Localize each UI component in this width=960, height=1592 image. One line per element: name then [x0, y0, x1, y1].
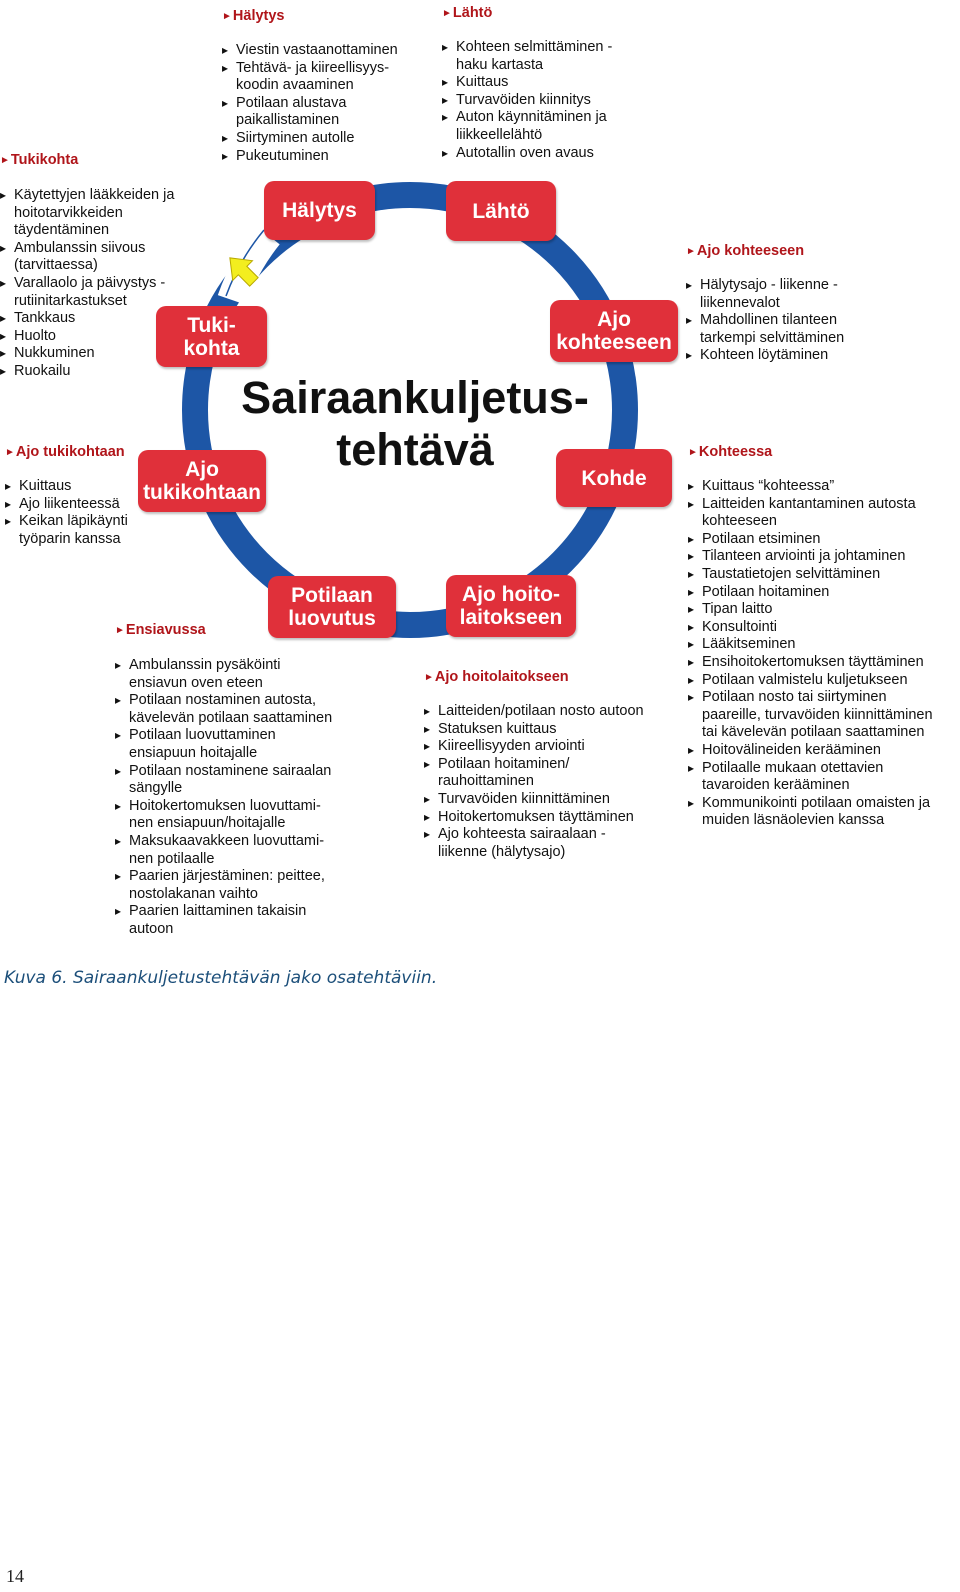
list-item: ▸ Auton käynnitäminen ja liikkeellelähtö	[442, 109, 672, 144]
list-item: ▸ Potilaan hoitaminen	[688, 584, 954, 602]
list-item: ▸ Ajo kohteesta sairaalaan - liikenne (hälytysajo)	[424, 826, 674, 861]
arrow-icon: ►	[688, 447, 698, 458]
list-item: ▸ Turvavöiden kiinnitys	[442, 92, 672, 110]
list-item: ▸ Kiireellisyyden arviointi	[424, 738, 674, 756]
arrow-icon: ►	[222, 11, 232, 22]
list-item: ▸ Statuksen kuittaus	[424, 721, 674, 739]
section-tukikohta	[0, 151, 200, 381]
list-item: ▸ Siirtyminen autolle	[222, 130, 442, 148]
list-item: ▸ Varallaolo ja päivystys - rutiinitarkastukset	[0, 275, 200, 310]
list-item: ▸ Potilaan nosto tai siirtyminen paareille, turvavöiden kiinnittäminen tai kävelevän potilaan saattaminen	[688, 689, 954, 742]
list-item: ▸ Kohteen löytäminen	[686, 347, 946, 365]
list-item: ▸ Keikan läpikäynti työparin kanssa	[5, 513, 145, 548]
arrow-icon: ►	[424, 672, 434, 683]
item-list	[115, 657, 365, 939]
list-item: ▸ Kommunikointi potilaan omaisten ja muiden läsnäolevien kanssa	[688, 795, 954, 830]
list-item: ▸ Kuittaus	[442, 74, 672, 92]
phase-label: Tuki- kohta	[183, 313, 240, 360]
phase-ajo-hoitolaitokseen	[446, 575, 576, 637]
section-lahto	[442, 4, 672, 162]
list-item: ▸ Pukeutuminen	[222, 148, 442, 166]
phase-lahto	[446, 181, 556, 241]
phase-label: Hälytys	[282, 199, 357, 222]
list-item: ▸ Potilaalle mukaan otettavien tavaroiden kerääminen	[688, 760, 954, 795]
phase-halytys	[264, 181, 375, 240]
section-title: ►Hälytys	[222, 8, 285, 24]
section-title: ►Ajo tukikohtaan	[5, 444, 125, 460]
item-list	[0, 187, 200, 381]
list-item: ▸ Hoitokertomuksen luovuttami- nen ensiapuun/hoitajalle	[115, 798, 365, 833]
list-item: ▸ Hälytysajo - liikenne - liikennevalot	[686, 277, 946, 312]
list-item: ▸ Laitteiden/potilaan nosto autoon	[424, 703, 674, 721]
section-ajo-kohteeseen	[686, 242, 946, 365]
arrow-icon: ►	[686, 246, 696, 257]
list-item: ▸ Ensihoitokertomuksen täyttäminen	[688, 654, 954, 672]
item-list	[688, 478, 954, 830]
list-item: ▸ Kuittaus “kohteessa”	[688, 478, 954, 496]
figure-caption: Kuva 6. Sairaankuljetustehtävän jako osatehtäviin.	[4, 968, 438, 988]
section-title: ►Kohteessa	[688, 444, 773, 460]
list-item: ▸ Turvavöiden kiinnittäminen	[424, 791, 674, 809]
center-title: Sairaankuljetus- tehtävä	[241, 372, 589, 475]
arrow-icon: ►	[5, 447, 15, 458]
page-number: 14	[6, 1566, 24, 1586]
section-ajo-tukikohtaan	[5, 443, 145, 548]
list-item: ▸ Ruokailu	[0, 363, 200, 381]
section-title: ►Ajo hoitolaitokseen	[424, 669, 569, 685]
list-item: ▸ Tankkaus	[0, 310, 200, 328]
section-title: ►Tukikohta	[0, 152, 79, 168]
section-ensiavussa	[115, 621, 365, 939]
list-item: ▸ Maksukaavakkeen luovuttami- nen potilaalle	[115, 833, 365, 868]
list-item: ▸ Potilaan etsiminen	[688, 531, 954, 549]
section-title: ►Lähtö	[442, 5, 493, 21]
list-item: ▸ Potilaan nostaminen autosta, kävelevän potilaan saattaminen	[115, 692, 365, 727]
list-item: ▸ Hoitovälineiden kerääminen	[688, 742, 954, 760]
list-item: ▸ Potilaan valmistelu kuljetukseen	[688, 672, 954, 690]
list-item: ▸ Ajo liikenteessä	[5, 496, 145, 514]
list-item: ▸ Potilaan alustava paikallistaminen	[222, 95, 442, 130]
list-item: ▸ Paarien järjestäminen: peittee, nostolakanan vaihto	[115, 868, 365, 903]
list-item: ▸ Ambulanssin pysäköinti ensiavun oven eteen	[115, 657, 365, 692]
list-item: ▸ Nukkuminen	[0, 345, 200, 363]
list-item: ▸ Laitteiden kantantaminen autosta kohteeseen	[688, 496, 954, 531]
section-halytys	[222, 7, 442, 165]
list-item: ▸ Tilanteen arviointi ja johtaminen	[688, 548, 954, 566]
phase-label: Ajo tukikohtaan	[143, 458, 261, 504]
item-list	[442, 39, 672, 162]
list-item: ▸ Käytettyjen lääkkeiden ja hoitotarvikkeiden täydentäminen	[0, 187, 200, 240]
list-item: ▸ Huolto	[0, 328, 200, 346]
phase-label: Ajo hoito- laitokseen	[459, 583, 563, 629]
list-item: ▸ Potilaan luovuttaminen ensiapuun hoitajalle	[115, 727, 365, 762]
list-item: ▸ Kuittaus	[5, 478, 145, 496]
list-item: ▸ Potilaan hoitaminen/ rauhoittaminen	[424, 756, 674, 791]
list-item: ▸ Tehtävä- ja kiireellisyys- koodin avaaminen	[222, 60, 442, 95]
phase-label: Lähtö	[472, 199, 530, 223]
phase-ajo-kohteeseen	[550, 300, 678, 362]
section-title: ►Ensiavussa	[115, 622, 206, 638]
phase-label: Ajo kohteeseen	[556, 308, 672, 354]
section-title: ►Ajo kohteeseen	[686, 243, 805, 259]
item-list	[222, 42, 442, 165]
list-item: ▸ Taustatietojen selvittäminen	[688, 566, 954, 584]
list-item: ▸ Ambulanssin siivous (tarvittaessa)	[0, 240, 200, 275]
list-item: ▸ Viestin vastaanottaminen	[222, 42, 442, 60]
list-item: ▸ Mahdollinen tilanteen tarkempi selvittäminen	[686, 312, 946, 347]
list-item: ▸ Hoitokertomuksen täyttäminen	[424, 809, 674, 827]
arrow-icon: ►	[0, 155, 10, 166]
list-item: ▸ Paarien laittaminen takaisin autoon	[115, 903, 365, 938]
list-item: ▸ Autotallin oven avaus	[442, 145, 672, 163]
list-item: ▸ Tipan laitto	[688, 601, 954, 619]
list-item: ▸ Konsultointi	[688, 619, 954, 637]
item-list	[686, 277, 946, 365]
arrow-icon: ►	[115, 625, 125, 636]
item-list	[424, 703, 674, 861]
phase-label: Kohde	[581, 466, 647, 490]
arrow-icon: ►	[442, 8, 452, 19]
list-item: ▸ Lääkitseminen	[688, 636, 954, 654]
list-item: ▸ Kohteen selmittäminen - haku kartasta	[442, 39, 672, 74]
phase-label: Potilaan luovutus	[288, 584, 376, 630]
section-ajo-hoitolaitokseen	[424, 668, 674, 861]
section-kohteessa	[688, 443, 954, 830]
item-list	[5, 478, 145, 548]
list-item: ▸ Potilaan nostaminene sairaalan sängylle	[115, 763, 365, 798]
